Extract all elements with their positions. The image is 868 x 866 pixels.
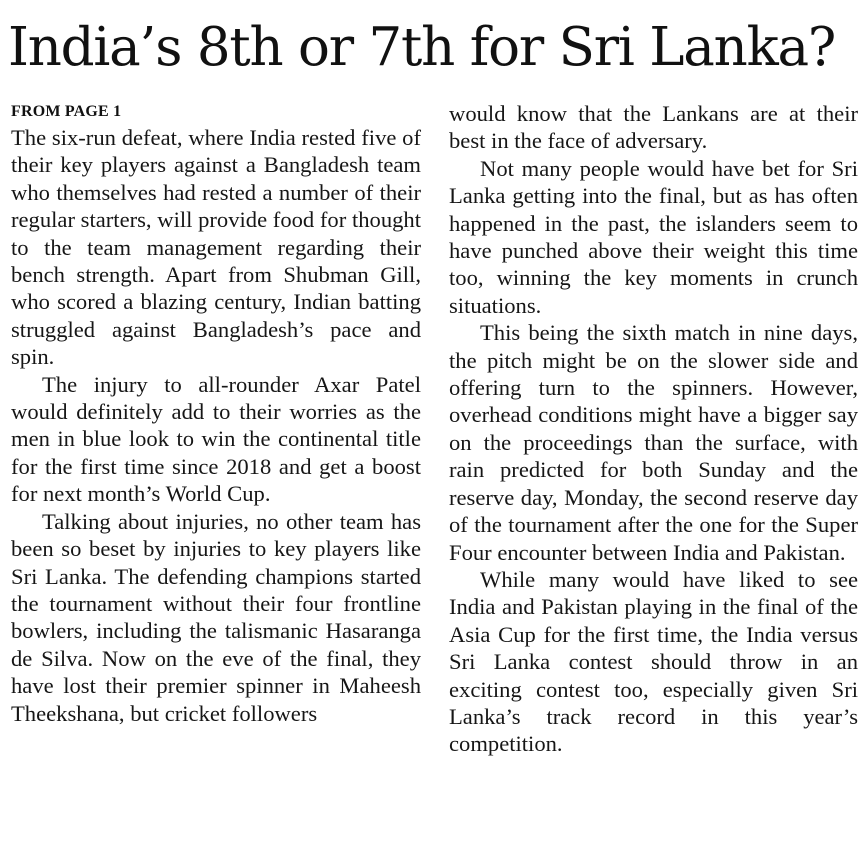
paragraph: Talking about injuries, no other team has been so beset by injuries to key players like Sri Lanka. The defending champions started the tournament without their four frontline bowlers, including the talismanic Hasaranga de Silva. Now on the eve of the final, they have lost their premier spinner in Maheesh Theekshana, but cricket followers	[11, 508, 421, 726]
article-column-right	[449, 100, 858, 758]
paragraph: Not many people would have bet for Sri Lanka getting into the final, but as has often happened in the past, the islanders seem to have punched above their weight this time too, winning the key moments in crunch situations.	[449, 155, 858, 318]
paragraph: The six-run defeat, where India rested five of their key players against a Bangladesh team who themselves had rested a number of their regular starters, will provide food for thought to the team management regarding their bench strength. Apart from Shubman Gill, who scored a blazing century, Indian batting struggled against Bangladesh’s pace and spin.	[11, 125, 421, 370]
paragraph-continued: would know that the Lankans are at their best in the face of adversary.	[449, 101, 858, 154]
paragraph: The injury to all-rounder Axar Patel would definitely add to their worries as the men in blue look to win the continental title for the first time since 2018 and get a boost for next month’s World Cup.	[11, 371, 421, 507]
headline: India’s 8th or 7th for Sri Lanka?	[8, 17, 836, 78]
article-column-left	[11, 100, 421, 727]
dateline: FROM PAGE 1	[11, 103, 122, 120]
paragraph: While many would have liked to see India and Pakistan playing in the final of the Asia Cup for the first time, the India versus Sri Lanka contest should throw in an exciting contest too, especially given Sri Lanka’s track record in this year’s competition.	[449, 566, 858, 757]
paragraph: This being the sixth match in nine days, the pitch might be on the slower side and offering turn to the spinners. However, overhead conditions might have a bigger say on the proceedings than the surface, with rain predicted for both Sunday and the reserve day, Monday, the second reserve day of the tournament after the one for the Super Four encounter between India and Pakistan.	[449, 320, 858, 565]
